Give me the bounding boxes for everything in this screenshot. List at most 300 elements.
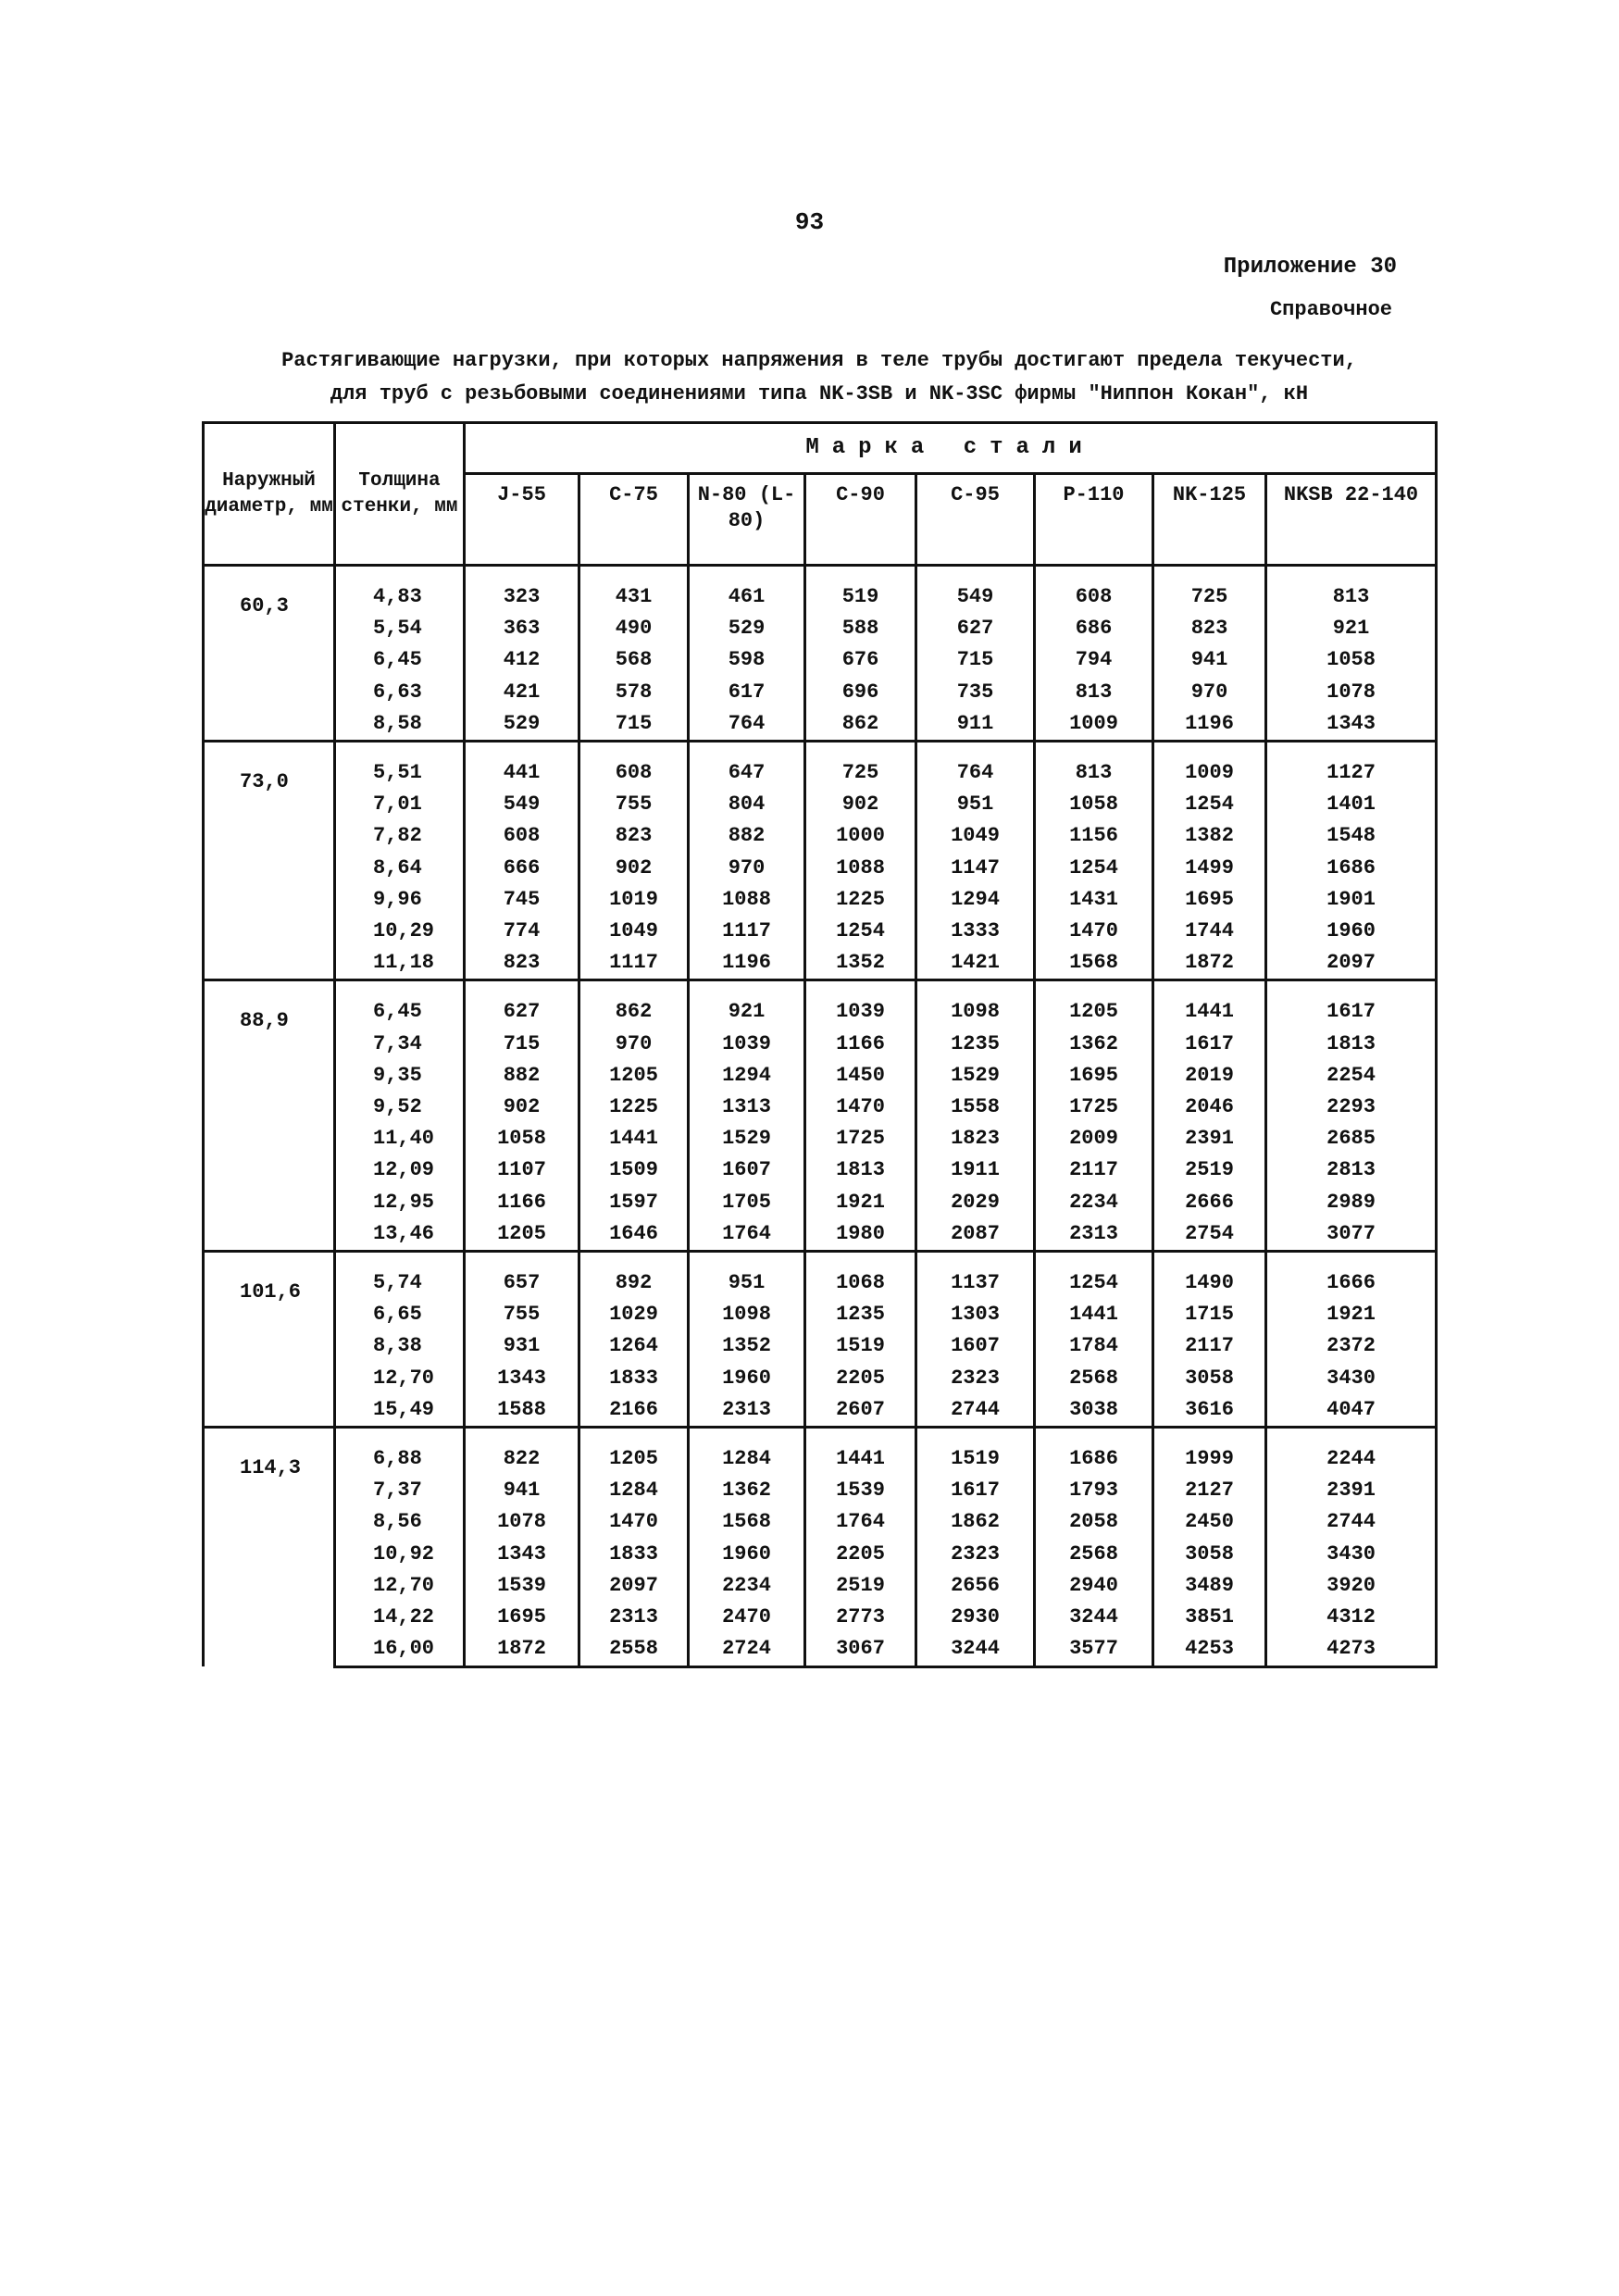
- load-value-cell: 1254: [805, 916, 916, 947]
- load-value-cell: 804: [689, 789, 805, 820]
- load-value-cell: 1401: [1266, 789, 1437, 820]
- table-row: [204, 1154, 1437, 1186]
- load-value-cell: 1205: [579, 1060, 689, 1092]
- load-value-cell: 1441: [579, 1123, 689, 1154]
- table-row: [204, 644, 1437, 676]
- load-value-cell: 1107: [465, 1154, 579, 1186]
- group-separator: [204, 1428, 335, 1444]
- load-value-cell: 921: [1266, 613, 1437, 644]
- load-value-cell: 3851: [1153, 1602, 1266, 1633]
- group-separator: [335, 742, 465, 758]
- load-value-cell: 1911: [916, 1154, 1035, 1186]
- load-value-cell: 1597: [579, 1187, 689, 1218]
- load-value-cell: 1294: [689, 1060, 805, 1092]
- load-value-cell: 862: [805, 708, 916, 742]
- load-value-cell: 1441: [805, 1443, 916, 1475]
- load-value-cell: 862: [579, 996, 689, 1028]
- thickness-cell: 5,54: [335, 613, 465, 644]
- group-separator: [465, 742, 579, 758]
- group-separator: [805, 980, 916, 997]
- thickness-cell: 7,37: [335, 1475, 465, 1506]
- load-value-cell: 1646: [579, 1218, 689, 1252]
- header-thickness: Толщина стенки, мм: [335, 423, 465, 566]
- table-row: [204, 1570, 1437, 1602]
- group-separator: [805, 1428, 916, 1444]
- group-separator: [465, 566, 579, 582]
- load-value-cell: 1352: [689, 1330, 805, 1362]
- load-value-cell: 822: [465, 1443, 579, 1475]
- load-value-cell: 2940: [1035, 1570, 1153, 1602]
- thickness-cell: 7,34: [335, 1029, 465, 1060]
- table-body: [204, 566, 1437, 1667]
- load-value-cell: 970: [579, 1029, 689, 1060]
- load-value-cell: 4253: [1153, 1633, 1266, 1666]
- load-value-cell: 2244: [1266, 1443, 1437, 1475]
- thickness-cell: 8,58: [335, 708, 465, 742]
- load-value-cell: 1607: [916, 1330, 1035, 1362]
- load-value-cell: 461: [689, 581, 805, 613]
- load-value-cell: 1813: [805, 1154, 916, 1186]
- load-value-cell: 1196: [1153, 708, 1266, 742]
- load-value-cell: 1333: [916, 916, 1035, 947]
- group-separator: [689, 566, 805, 582]
- group-separator: [579, 1428, 689, 1444]
- table-row: [204, 1539, 1437, 1570]
- load-value-cell: 823: [579, 820, 689, 852]
- diameter-cell: 73,0: [204, 757, 335, 980]
- group-separator: [1266, 980, 1437, 997]
- load-value-cell: 2313: [689, 1394, 805, 1428]
- load-value-cell: 1872: [465, 1633, 579, 1666]
- load-value-cell: 1695: [465, 1602, 579, 1633]
- group-separator: [689, 742, 805, 758]
- load-value-cell: 2773: [805, 1602, 916, 1633]
- load-value-cell: 2097: [1266, 947, 1437, 980]
- load-value-cell: 3616: [1153, 1394, 1266, 1428]
- load-value-cell: 1921: [1266, 1299, 1437, 1330]
- load-value-cell: 2254: [1266, 1060, 1437, 1092]
- load-value-cell: 1470: [579, 1506, 689, 1538]
- group-separator: [335, 980, 465, 997]
- diameter-cell: 101,6: [204, 1267, 335, 1428]
- load-value-cell: 1441: [1153, 996, 1266, 1028]
- load-value-cell: 1049: [916, 820, 1035, 852]
- load-value-cell: 813: [1035, 677, 1153, 708]
- load-value-cell: 1205: [465, 1218, 579, 1252]
- load-value-cell: 1725: [805, 1123, 916, 1154]
- table-row: [204, 884, 1437, 916]
- load-value-cell: 1568: [1035, 947, 1153, 980]
- load-value-cell: 1205: [579, 1443, 689, 1475]
- load-value-cell: 568: [579, 644, 689, 676]
- load-value-cell: 3920: [1266, 1570, 1437, 1602]
- load-value-cell: 1343: [1266, 708, 1437, 742]
- load-value-cell: 1137: [916, 1267, 1035, 1299]
- load-value-cell: 2127: [1153, 1475, 1266, 1506]
- group-separator: [916, 1428, 1035, 1444]
- load-value-cell: 1833: [579, 1539, 689, 1570]
- table-header: [204, 423, 1437, 566]
- load-value-cell: 2046: [1153, 1092, 1266, 1123]
- table-row: [204, 1475, 1437, 1506]
- thickness-cell: 5,74: [335, 1267, 465, 1299]
- thickness-cell: 14,22: [335, 1602, 465, 1633]
- load-value-cell: 725: [1153, 581, 1266, 613]
- load-value-cell: 1960: [1266, 916, 1437, 947]
- load-value-cell: 1235: [916, 1029, 1035, 1060]
- table-row: [204, 677, 1437, 708]
- load-value-cell: 666: [465, 853, 579, 884]
- load-value-cell: 2754: [1153, 1218, 1266, 1252]
- load-value-cell: 1784: [1035, 1330, 1153, 1362]
- load-value-cell: 2744: [1266, 1506, 1437, 1538]
- load-value-cell: 1921: [805, 1187, 916, 1218]
- load-value-cell: 1058: [465, 1123, 579, 1154]
- group-separator: [1035, 1428, 1153, 1444]
- load-value-cell: 1872: [1153, 947, 1266, 980]
- load-value-cell: 549: [916, 581, 1035, 613]
- load-value-cell: 1058: [1035, 789, 1153, 820]
- table-row: [204, 916, 1437, 947]
- load-value-cell: 1607: [689, 1154, 805, 1186]
- thickness-cell: 10,92: [335, 1539, 465, 1570]
- load-value-cell: 794: [1035, 644, 1153, 676]
- load-value-cell: 941: [1153, 644, 1266, 676]
- thickness-cell: 7,82: [335, 820, 465, 852]
- load-value-cell: 911: [916, 708, 1035, 742]
- load-value-cell: 2087: [916, 1218, 1035, 1252]
- load-value-cell: 2117: [1153, 1330, 1266, 1362]
- group-separator: [1266, 1252, 1437, 1268]
- load-value-cell: 823: [465, 947, 579, 980]
- header-grade-3: C-90: [805, 474, 916, 566]
- load-value-cell: 902: [465, 1092, 579, 1123]
- load-value-cell: 1352: [805, 947, 916, 980]
- load-value-cell: 3430: [1266, 1539, 1437, 1570]
- load-value-cell: 2391: [1153, 1123, 1266, 1154]
- load-value-cell: 696: [805, 677, 916, 708]
- load-value-cell: 2166: [579, 1394, 689, 1428]
- load-value-cell: 1823: [916, 1123, 1035, 1154]
- table-row: [204, 1602, 1437, 1633]
- load-value-cell: 1705: [689, 1187, 805, 1218]
- load-value-cell: 2450: [1153, 1506, 1266, 1538]
- load-value-cell: 1695: [1153, 884, 1266, 916]
- load-value-cell: 1568: [689, 1506, 805, 1538]
- group-separator: [1035, 1252, 1153, 1268]
- load-value-cell: 2519: [1153, 1154, 1266, 1186]
- thickness-cell: 6,45: [335, 996, 465, 1028]
- table-row: [204, 996, 1437, 1028]
- table-row: [204, 1506, 1437, 1538]
- load-value-cell: 1617: [1153, 1029, 1266, 1060]
- load-value-cell: 1686: [1035, 1443, 1153, 1475]
- thickness-cell: 12,70: [335, 1570, 465, 1602]
- table-row: [204, 1123, 1437, 1154]
- load-value-cell: 2813: [1266, 1154, 1437, 1186]
- load-value-cell: 1833: [579, 1363, 689, 1394]
- thickness-cell: 11,40: [335, 1123, 465, 1154]
- group-separator: [916, 980, 1035, 997]
- thickness-cell: 12,70: [335, 1363, 465, 1394]
- load-value-cell: 2205: [805, 1363, 916, 1394]
- load-value-cell: 1744: [1153, 916, 1266, 947]
- load-value-cell: 608: [465, 820, 579, 852]
- load-value-cell: 1666: [1266, 1267, 1437, 1299]
- table-row: [204, 1218, 1437, 1252]
- load-table: [202, 421, 1438, 1668]
- load-value-cell: 2323: [916, 1363, 1035, 1394]
- load-value-cell: 1793: [1035, 1475, 1153, 1506]
- load-value-cell: 1225: [805, 884, 916, 916]
- load-value-cell: 608: [1035, 581, 1153, 613]
- load-value-cell: 1764: [805, 1506, 916, 1538]
- thickness-cell: 15,49: [335, 1394, 465, 1428]
- table-row: [204, 1029, 1437, 1060]
- group-separator: [916, 1252, 1035, 1268]
- header-grade-4: C-95: [916, 474, 1035, 566]
- load-value-cell: 715: [579, 708, 689, 742]
- load-value-cell: 1009: [1153, 757, 1266, 789]
- load-value-cell: 1078: [465, 1506, 579, 1538]
- load-value-cell: 1519: [805, 1330, 916, 1362]
- load-value-cell: 882: [689, 820, 805, 852]
- load-value-cell: 745: [465, 884, 579, 916]
- group-separator: [689, 980, 805, 997]
- group-separator: [805, 1252, 916, 1268]
- load-value-cell: 813: [1035, 757, 1153, 789]
- group-separator: [579, 742, 689, 758]
- load-value-cell: 1960: [689, 1363, 805, 1394]
- load-value-cell: 421: [465, 677, 579, 708]
- load-value-cell: 1529: [689, 1123, 805, 1154]
- load-value-cell: 1617: [1266, 996, 1437, 1028]
- load-value-cell: 1519: [916, 1443, 1035, 1475]
- load-value-cell: 2568: [1035, 1539, 1153, 1570]
- thickness-cell: 9,96: [335, 884, 465, 916]
- group-separator: [1035, 566, 1153, 582]
- load-value-cell: 2685: [1266, 1123, 1437, 1154]
- load-value-cell: 2313: [1035, 1218, 1153, 1252]
- load-value-cell: 412: [465, 644, 579, 676]
- group-separator: [1035, 980, 1153, 997]
- group-separator: [1266, 566, 1437, 582]
- group-separator: [1266, 742, 1437, 758]
- load-value-cell: 1117: [579, 947, 689, 980]
- load-value-cell: 2930: [916, 1602, 1035, 1633]
- load-value-cell: 1450: [805, 1060, 916, 1092]
- load-value-cell: 1039: [689, 1029, 805, 1060]
- load-value-cell: 725: [805, 757, 916, 789]
- load-value-cell: 2019: [1153, 1060, 1266, 1092]
- group-separator: [579, 566, 689, 582]
- load-value-cell: 1156: [1035, 820, 1153, 852]
- group-separator: [1035, 742, 1153, 758]
- load-value-cell: 1039: [805, 996, 916, 1028]
- load-value-cell: 1284: [579, 1475, 689, 1506]
- load-value-cell: 715: [916, 644, 1035, 676]
- load-value-cell: 1441: [1035, 1299, 1153, 1330]
- load-value-cell: 3430: [1266, 1363, 1437, 1394]
- table-row: [204, 708, 1437, 742]
- table-row: [204, 1330, 1437, 1362]
- table-title: [204, 344, 1435, 411]
- load-value-cell: 1166: [465, 1187, 579, 1218]
- load-value-cell: 363: [465, 613, 579, 644]
- load-value-cell: 549: [465, 789, 579, 820]
- load-value-cell: 676: [805, 644, 916, 676]
- group-separator: [1153, 1252, 1266, 1268]
- load-value-cell: 1166: [805, 1029, 916, 1060]
- load-value-cell: 1470: [1035, 916, 1153, 947]
- load-value-cell: 1303: [916, 1299, 1035, 1330]
- load-value-cell: 970: [689, 853, 805, 884]
- load-value-cell: 1098: [689, 1299, 805, 1330]
- load-value-cell: 755: [579, 789, 689, 820]
- load-value-cell: 1715: [1153, 1299, 1266, 1330]
- group-separator: [204, 980, 335, 997]
- table-row: [204, 1443, 1437, 1475]
- load-value-cell: 1901: [1266, 884, 1437, 916]
- group-separator: [1153, 742, 1266, 758]
- load-value-cell: 774: [465, 916, 579, 947]
- reference-label: Справочное: [1269, 298, 1392, 321]
- thickness-cell: 9,52: [335, 1092, 465, 1123]
- load-value-cell: 3244: [916, 1633, 1035, 1666]
- load-value-cell: 529: [689, 613, 805, 644]
- load-value-cell: 2117: [1035, 1154, 1153, 1186]
- load-value-cell: 1254: [1035, 853, 1153, 884]
- load-value-cell: 1254: [1153, 789, 1266, 820]
- group-separator: [465, 1252, 579, 1268]
- group-separator: [579, 980, 689, 997]
- load-value-cell: 588: [805, 613, 916, 644]
- load-value-cell: 813: [1266, 581, 1437, 613]
- load-value-cell: 1049: [579, 916, 689, 947]
- load-value-cell: 627: [465, 996, 579, 1028]
- header-grade-1: C-75: [579, 474, 689, 566]
- load-value-cell: 715: [465, 1029, 579, 1060]
- load-value-cell: 2558: [579, 1633, 689, 1666]
- table-row: [204, 757, 1437, 789]
- load-value-cell: 2519: [805, 1570, 916, 1602]
- load-value-cell: 2097: [579, 1570, 689, 1602]
- load-value-cell: 1695: [1035, 1060, 1153, 1092]
- load-value-cell: 3058: [1153, 1539, 1266, 1570]
- load-value-cell: 2029: [916, 1187, 1035, 1218]
- table-row: [204, 1299, 1437, 1330]
- load-value-cell: 1813: [1266, 1029, 1437, 1060]
- load-value-cell: 902: [805, 789, 916, 820]
- load-value-cell: 647: [689, 757, 805, 789]
- load-value-cell: 598: [689, 644, 805, 676]
- load-value-cell: 2470: [689, 1602, 805, 1633]
- table-title-line-2: для труб с резьбовыми соединениями типа NK-3SB и NK-3SC фирмы "Ниппон Кокан", кН: [330, 382, 1309, 406]
- load-value-cell: 519: [805, 581, 916, 613]
- table-row: [204, 1187, 1437, 1218]
- load-value-cell: 1127: [1266, 757, 1437, 789]
- load-value-cell: 1078: [1266, 677, 1437, 708]
- load-value-cell: 4273: [1266, 1633, 1437, 1666]
- load-value-cell: 3067: [805, 1633, 916, 1666]
- group-separator: [1153, 566, 1266, 582]
- load-value-cell: 490: [579, 613, 689, 644]
- load-value-cell: 3077: [1266, 1218, 1437, 1252]
- load-value-cell: 3577: [1035, 1633, 1153, 1666]
- diameter-cell: 88,9: [204, 996, 335, 1251]
- thickness-cell: 10,29: [335, 916, 465, 947]
- load-value-cell: 1529: [916, 1060, 1035, 1092]
- group-separator: [1266, 1428, 1437, 1444]
- load-value-cell: 735: [916, 677, 1035, 708]
- thickness-cell: 5,51: [335, 757, 465, 789]
- thickness-cell: 8,38: [335, 1330, 465, 1362]
- load-value-cell: 1088: [689, 884, 805, 916]
- load-value-cell: 1725: [1035, 1092, 1153, 1123]
- group-separator: [335, 1252, 465, 1268]
- load-value-cell: 2313: [579, 1602, 689, 1633]
- group-separator: [204, 566, 335, 582]
- load-value-cell: 764: [916, 757, 1035, 789]
- load-value-cell: 1588: [465, 1394, 579, 1428]
- load-value-cell: 931: [465, 1330, 579, 1362]
- load-value-cell: 1617: [916, 1475, 1035, 1506]
- load-value-cell: 2568: [1035, 1363, 1153, 1394]
- load-value-cell: 1313: [689, 1092, 805, 1123]
- thickness-cell: 6,45: [335, 644, 465, 676]
- load-value-cell: 3489: [1153, 1570, 1266, 1602]
- load-value-cell: 1548: [1266, 820, 1437, 852]
- load-value-cell: 3244: [1035, 1602, 1153, 1633]
- load-value-cell: 578: [579, 677, 689, 708]
- load-value-cell: 2205: [805, 1539, 916, 1570]
- load-value-cell: 1235: [805, 1299, 916, 1330]
- load-value-cell: 1499: [1153, 853, 1266, 884]
- header-grade-7: NKSB 22-140: [1266, 474, 1437, 566]
- load-value-cell: 2391: [1266, 1475, 1437, 1506]
- load-value-cell: 1205: [1035, 996, 1153, 1028]
- group-separator: [335, 566, 465, 582]
- load-value-cell: 3038: [1035, 1394, 1153, 1428]
- load-value-cell: 2744: [916, 1394, 1035, 1428]
- load-value-cell: 1294: [916, 884, 1035, 916]
- load-value-cell: 1558: [916, 1092, 1035, 1123]
- load-value-cell: 1960: [689, 1539, 805, 1570]
- load-value-cell: 441: [465, 757, 579, 789]
- load-value-cell: 1539: [465, 1570, 579, 1602]
- thickness-cell: 11,18: [335, 947, 465, 980]
- diameter-cell: 114,3: [204, 1443, 335, 1666]
- group-separator: [689, 1252, 805, 1268]
- table-row: [204, 613, 1437, 644]
- table-row: [204, 1394, 1437, 1428]
- group-separator: [916, 566, 1035, 582]
- load-value-cell: 823: [1153, 613, 1266, 644]
- group-separator: [1153, 980, 1266, 997]
- group-separator: [579, 1252, 689, 1268]
- load-value-cell: 2656: [916, 1570, 1035, 1602]
- load-value-cell: 4047: [1266, 1394, 1437, 1428]
- header-grade-5: P-110: [1035, 474, 1153, 566]
- group-separator: [335, 1428, 465, 1444]
- load-value-cell: 1068: [805, 1267, 916, 1299]
- group-separator: [805, 742, 916, 758]
- load-value-cell: 529: [465, 708, 579, 742]
- load-value-cell: 1000: [805, 820, 916, 852]
- load-value-cell: 2323: [916, 1539, 1035, 1570]
- page-number: 93: [794, 208, 825, 236]
- table-row: [204, 1633, 1437, 1666]
